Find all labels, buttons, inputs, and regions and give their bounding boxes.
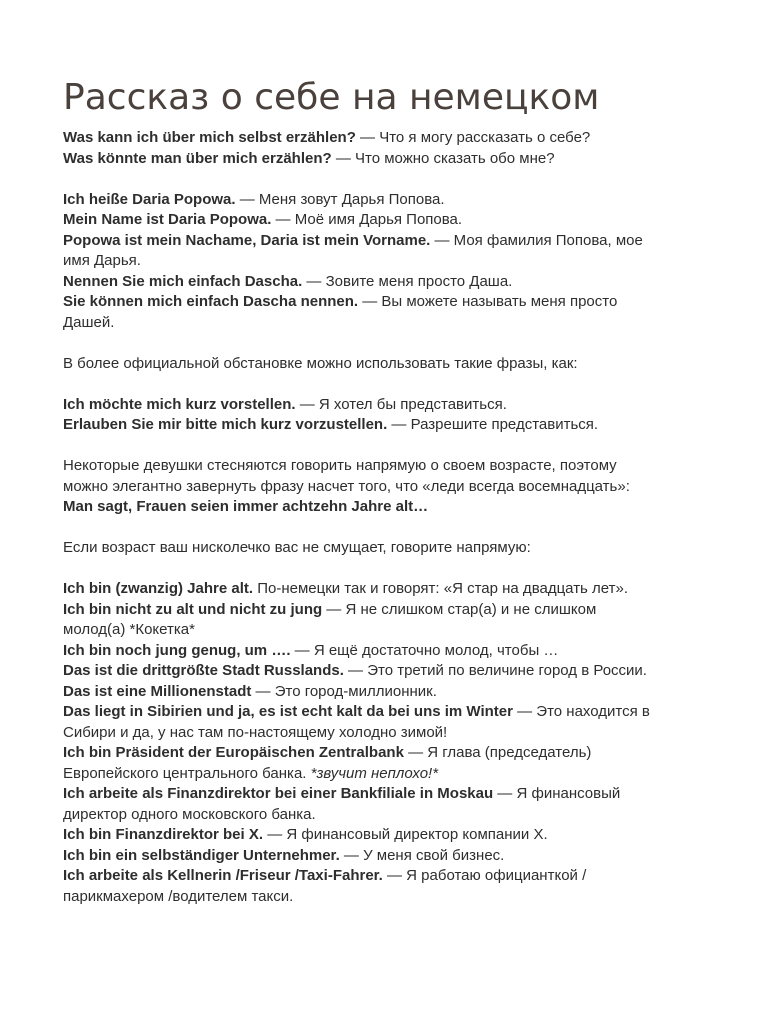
german-phrase: Nennen Sie mich einfach Dascha. (63, 272, 303, 290)
phrase-line (63, 456, 653, 518)
phrase-line (63, 661, 653, 682)
phrase-line (63, 743, 653, 784)
phrase-line (63, 210, 653, 231)
russian-translation: — У меня свой бизнес. (339, 846, 505, 864)
russian-translation: — Я не слишком стар(а) и не слишком молод(а) *Кокетка* (63, 600, 597, 638)
phrase-line (63, 702, 653, 743)
russian-translation: — Это третий по величине город в России. (343, 662, 647, 679)
russian-translation: — Что можно сказать обо мне? (331, 149, 555, 167)
german-phrase: Ich bin nicht zu alt und nicht zu jung (63, 600, 323, 618)
paragraph-gap (63, 374, 653, 395)
phrase-line (63, 354, 653, 375)
russian-text: Некоторые девушки стесняются говорить напрямую о своем возрасте, поэтому можно элегантно завернуть фразу насчет того, что «леди всегда восемнадцать»: (63, 457, 630, 495)
german-phrase: Das ist die drittgrößte Stadt Russlands. (63, 662, 344, 679)
russian-translation: — Моя фамилия Попова, мое имя Дарья. (63, 231, 643, 269)
german-phrase: Popowa ist mein Nachame, Daria ist mein Vorname. (63, 231, 431, 249)
russian-translation: — Это находится в Сибири и да, у нас там по-настоящему холодно зимой! (63, 703, 650, 741)
german-phrase: Das ist eine Millionenstadt (63, 682, 252, 700)
russian-translation: — Я финансовый директор компании X. (263, 826, 548, 843)
phrase-line (63, 415, 653, 436)
german-phrase: Ich bin ein selbständiger Unternehmer. (63, 846, 340, 864)
phrase-line (63, 600, 653, 641)
phrase-line (63, 682, 653, 703)
paragraph-gap (63, 559, 653, 580)
german-phrase: Das liegt in Sibirien und ja, es ist echt kalt da bei uns im Winter (63, 703, 513, 720)
phrase-line (63, 641, 653, 662)
german-phrase: Ich arbeite als Finanzdirektor bei einer Bankfiliale in Moskau (63, 785, 494, 802)
german-phrase: Ich heiße Daria Popowa. (63, 190, 236, 208)
russian-translation: — Что я могу рассказать о себе? (355, 129, 591, 146)
phrase-line (63, 292, 653, 333)
paragraph-gap (63, 436, 653, 457)
german-phrase: Ich bin (zwanzig) Jahre alt. (63, 580, 254, 597)
phrase-line (63, 272, 653, 293)
paragraph-gap (63, 333, 653, 354)
phrase-line (63, 825, 653, 846)
russian-translation: — Зовите меня просто Даша. (302, 272, 513, 290)
paragraph-gap (63, 169, 653, 190)
russian-translation: — Вы можете называть меня просто Дашей. (63, 293, 618, 331)
german-phrase: Was könnte man über mich erzählen? (63, 149, 332, 167)
phrase-line (63, 149, 653, 170)
phrase-line (63, 190, 653, 211)
german-phrase: Ich möchte mich kurz vorstellen. (63, 395, 296, 413)
german-phrase: Ich bin Präsident der Europäischen Zentralbank (63, 744, 404, 761)
russian-translation: — Я работаю официанткой /парикмахером /водителем такси. (63, 867, 587, 905)
phrase-line (63, 538, 653, 559)
russian-translation: По-немецки так и говорят: «Я стар на двадцать лет». (253, 580, 629, 597)
phrase-line (63, 784, 653, 825)
german-phrase: Man sagt, Frauen seien immer achtzehn Jahre alt… (63, 498, 429, 515)
russian-translation: — Я ещё достаточно молод, чтобы … (290, 641, 559, 659)
russian-translation: — Я глава (председатель) Европейского центрального банка. (63, 744, 592, 782)
phrase-line (63, 579, 653, 600)
german-phrase: Was kann ich über mich selbst erzählen? (63, 129, 356, 146)
phrase-line (63, 846, 653, 867)
plain-text: В более официальной обстановке можно использовать такие фразы, как: (63, 354, 578, 372)
german-phrase: Ich arbeite als Kellnerin /Friseur /Taxi-Fahrer. (63, 867, 383, 884)
russian-translation: — Разрешите представиться. (387, 416, 599, 433)
russian-translation: — Моё имя Дарья Попова. (271, 211, 463, 228)
russian-translation: — Это город-миллионник. (251, 682, 437, 700)
phrase-line (63, 231, 653, 272)
italic-remark: *звучит неплохо!* (310, 764, 439, 782)
paragraph-gap (63, 518, 653, 539)
phrase-line (63, 866, 653, 907)
german-phrase: Mein Name ist Daria Popowa. (63, 211, 272, 228)
document-body (63, 128, 653, 907)
page-title: Рассказ о себе на немецком (63, 77, 600, 118)
russian-translation: — Я финансовый директор одного московского банка. (63, 785, 621, 823)
phrase-line (63, 395, 653, 416)
german-phrase: Erlauben Sie mir bitte mich kurz vorzustellen. (63, 416, 388, 433)
german-phrase: Sie können mich einfach Dascha nennen. (63, 293, 359, 310)
german-phrase: Ich bin noch jung genug, um …. (63, 641, 291, 659)
phrase-line (63, 128, 653, 149)
plain-text: Если возраст ваш нисколечко вас не смущает, говорите напрямую: (63, 539, 531, 556)
russian-translation: — Меня зовут Дарья Попова. (235, 190, 445, 208)
german-phrase: Ich bin Finanzdirektor bei X. (63, 826, 264, 843)
russian-translation: — Я хотел бы представиться. (295, 395, 507, 413)
